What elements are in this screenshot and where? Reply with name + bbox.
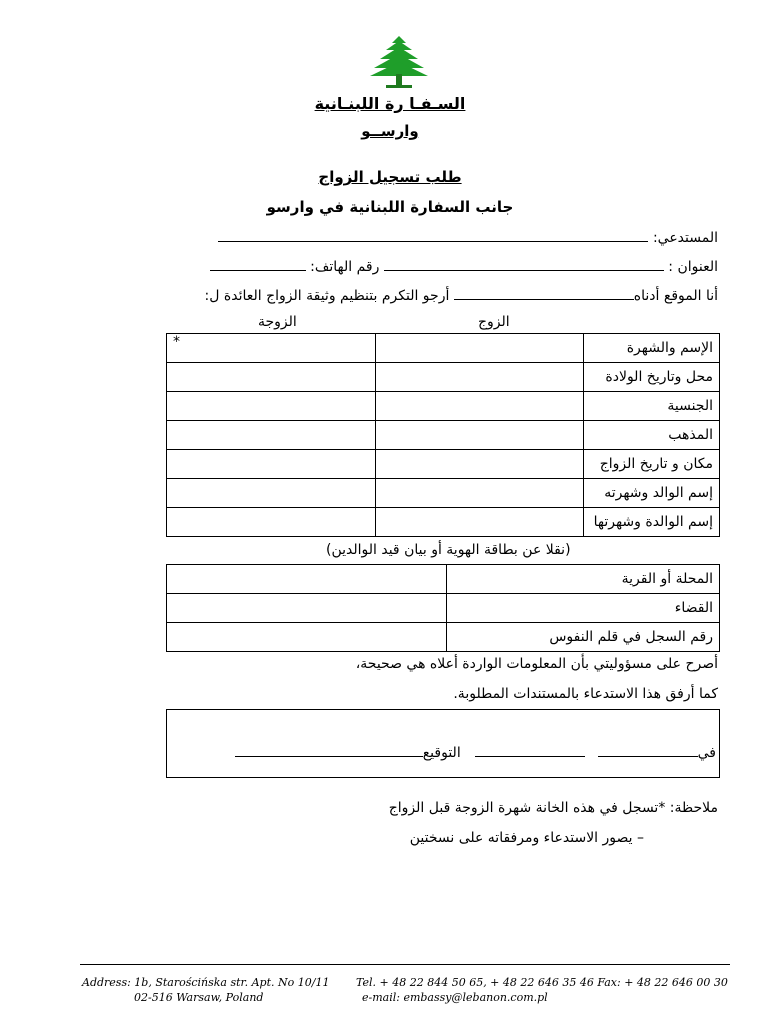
request-start: أنا الموقع أدناه — [633, 288, 718, 304]
wife-cell[interactable] — [167, 450, 376, 479]
date-field[interactable] — [475, 744, 585, 757]
husband-cell[interactable] — [375, 508, 584, 537]
husband-cell[interactable] — [375, 334, 584, 363]
table-row — [167, 363, 720, 392]
signature-field[interactable] — [235, 744, 423, 757]
spouses-table — [166, 333, 720, 537]
note-line-1: ملاحظة: *تسجل في هذه الخانة شهرة الزوجة قبل الزواج — [388, 800, 718, 816]
husband-cell[interactable] — [375, 392, 584, 421]
wife-cell[interactable] — [167, 421, 376, 450]
note-line-2: – يصور الاستدعاء ومرفقاته على نسختين — [409, 830, 644, 846]
address-line — [210, 258, 718, 275]
row-label: محل وتاريخ الولادة — [584, 363, 720, 392]
asterisk-mark: * — [173, 334, 180, 350]
wife-cell[interactable] — [167, 392, 376, 421]
undersigned-field[interactable] — [454, 287, 634, 300]
row-label: المذهب — [584, 421, 720, 450]
applicant-field[interactable] — [218, 229, 648, 242]
address-field[interactable] — [384, 258, 664, 271]
table-row — [167, 594, 720, 623]
signature-line — [235, 744, 716, 761]
phone-label: رقم الهاتف: — [310, 259, 380, 275]
address-label: العنوان : — [668, 259, 718, 275]
table-row — [167, 508, 720, 537]
declaration-line-1: أصرح على مسؤوليتي بأن المعلومات الواردة أعلاه هي صحيحة، — [355, 656, 718, 672]
wife-header: الزوجة — [258, 314, 297, 330]
embassy-city: وارســو — [361, 122, 419, 140]
request-line — [205, 287, 718, 304]
table-row — [167, 479, 720, 508]
form-subtitle: جانب السفارة اللبنانية في وارسو — [266, 198, 514, 216]
footer-email: e-mail: embassy@lebanon.com.pl — [362, 991, 548, 1004]
signature-label: التوقيع — [422, 745, 461, 761]
table-row — [167, 565, 720, 594]
husband-cell[interactable] — [375, 363, 584, 392]
table-row — [167, 334, 720, 363]
registry-note: (نقلا عن بطاقة الهوية أو بيان قيد الوالدين) — [326, 542, 571, 558]
footer-phone-fax: Tel. + 48 22 844 50 65, + 48 22 646 35 46 Fax: + 48 22 646 00 30 — [356, 976, 728, 989]
husband-cell[interactable] — [375, 479, 584, 508]
registry-value-cell[interactable] — [167, 565, 447, 594]
husband-cell[interactable] — [375, 450, 584, 479]
declaration-line-2: كما أرفق هذا الاستدعاء بالمستندات المطلوبة. — [453, 686, 718, 702]
wife-cell[interactable] — [167, 479, 376, 508]
footer-address-2: 02-516 Warsaw, Poland — [134, 991, 264, 1004]
wife-cell[interactable] — [167, 363, 376, 392]
row-label: المحلة أو القرية — [447, 565, 720, 594]
row-label: إسم الوالد وشهرته — [584, 479, 720, 508]
registry-value-cell[interactable] — [167, 594, 447, 623]
cedar-logo-icon — [368, 34, 430, 90]
row-label: الإسم والشهرة — [584, 334, 720, 363]
request-text: أرجو التكرم بتنظيم وثيقة الزواج العائدة ل: — [204, 288, 450, 304]
husband-header: الزوج — [478, 314, 510, 330]
row-label: الجنسية — [584, 392, 720, 421]
row-label: مكان و تاريخ الزواج — [584, 450, 720, 479]
wife-cell[interactable] — [167, 508, 376, 537]
table-row — [167, 450, 720, 479]
table-row — [167, 421, 720, 450]
row-label: رقم السجل في قلم النفوس — [447, 623, 720, 652]
registry-value-cell[interactable] — [167, 623, 447, 652]
embassy-name: السـفـا رة اللبنـانية — [314, 94, 466, 113]
table-row — [167, 392, 720, 421]
applicant-line — [218, 229, 718, 246]
table-row — [167, 623, 720, 652]
row-label: القضاء — [447, 594, 720, 623]
footer-divider — [80, 964, 730, 965]
row-label: إسم الوالدة وشهرتها — [584, 508, 720, 537]
footer-address-1: Address: 1b, Starościńska str. Apt. No 10/11 — [82, 976, 330, 989]
husband-cell[interactable] — [375, 421, 584, 450]
registry-table — [166, 564, 720, 652]
wife-cell[interactable] — [167, 334, 376, 363]
form-title: طلب تسجيل الزواج — [318, 168, 462, 186]
applicant-label: المستدعي: — [652, 230, 718, 246]
place-label: في — [697, 745, 716, 761]
place-field[interactable] — [598, 744, 698, 757]
phone-field[interactable] — [210, 258, 306, 271]
